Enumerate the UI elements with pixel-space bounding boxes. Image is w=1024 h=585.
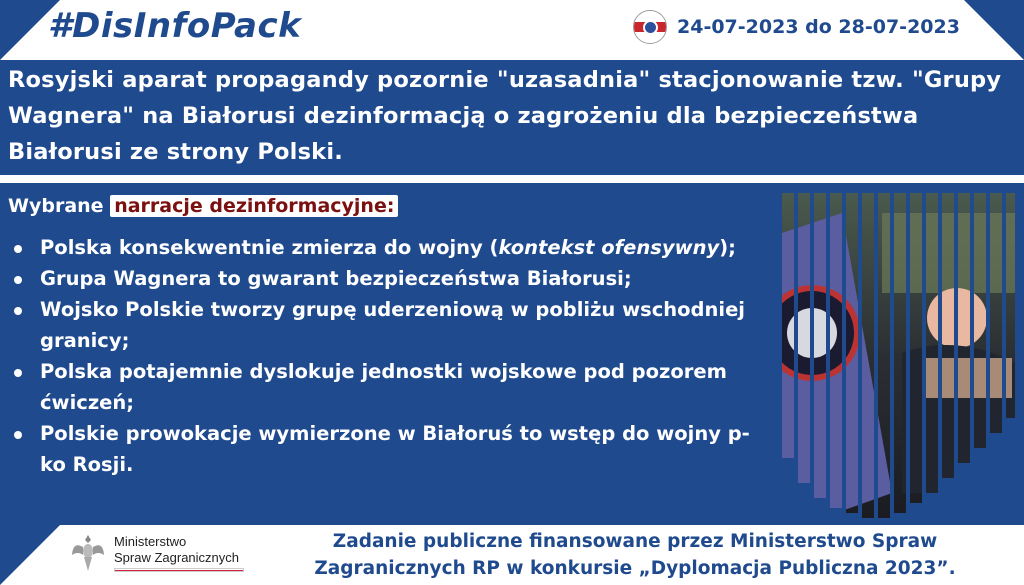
narratives-list xyxy=(8,232,768,480)
ministry-line2: Spraw Zagranicznych xyxy=(114,550,239,565)
ministry-name xyxy=(114,534,244,572)
list-item: Wojsko Polskie tworzy grupę uderzeniową w pobliżu wschodniej granicy; xyxy=(8,294,768,356)
narratives-title xyxy=(8,195,398,217)
list-item: Polska konsekwentnie zmierza do wojny (kontekst ofensywny); xyxy=(8,232,768,263)
narratives-title-highlight: narracje dezinformacyjne: xyxy=(110,195,398,217)
polish-eagle-icon xyxy=(70,531,106,575)
funding-notice: Zadanie publiczne finansowane przez Ministerstwo Spraw Zagranicznych RP w konkursie „Dyplomacja Publiczna 2023”. xyxy=(314,531,956,579)
list-item: Polska potajemnie dyslokuje jednostki wojskowe pod pozorem ćwiczeń; xyxy=(8,356,768,418)
list-item: Grupa Wagnera to gwarant bezpieczeństwa Białorusi; xyxy=(8,263,768,294)
wagner-photo xyxy=(782,193,1015,518)
date-block xyxy=(633,10,960,44)
section-divider xyxy=(0,175,1024,183)
date-range: 24-07-2023 do 28-07-2023 xyxy=(677,16,960,38)
flag-stripe xyxy=(114,568,244,572)
headline-text: Rosyjski aparat propagandy pozornie "uzasadnia" stacjonowanie tzw. "Grupy Wagnera" na Białorusi dezinformacją o zagrożeniu dla bezpieczeństwa Białorusi ze strony Polski. xyxy=(8,67,1002,165)
hashtag-title: #DisInfoPack xyxy=(48,6,302,46)
list-item: Polskie prowokacje wymierzone w Białoruś to wstęp do wojny p-ko Rosji. xyxy=(8,418,768,480)
narratives-title-prefix: Wybrane xyxy=(8,195,104,217)
belarus-flag-icon xyxy=(633,10,667,44)
ministry-logo xyxy=(70,531,244,575)
ministry-line1: Ministerstwo xyxy=(114,534,187,549)
